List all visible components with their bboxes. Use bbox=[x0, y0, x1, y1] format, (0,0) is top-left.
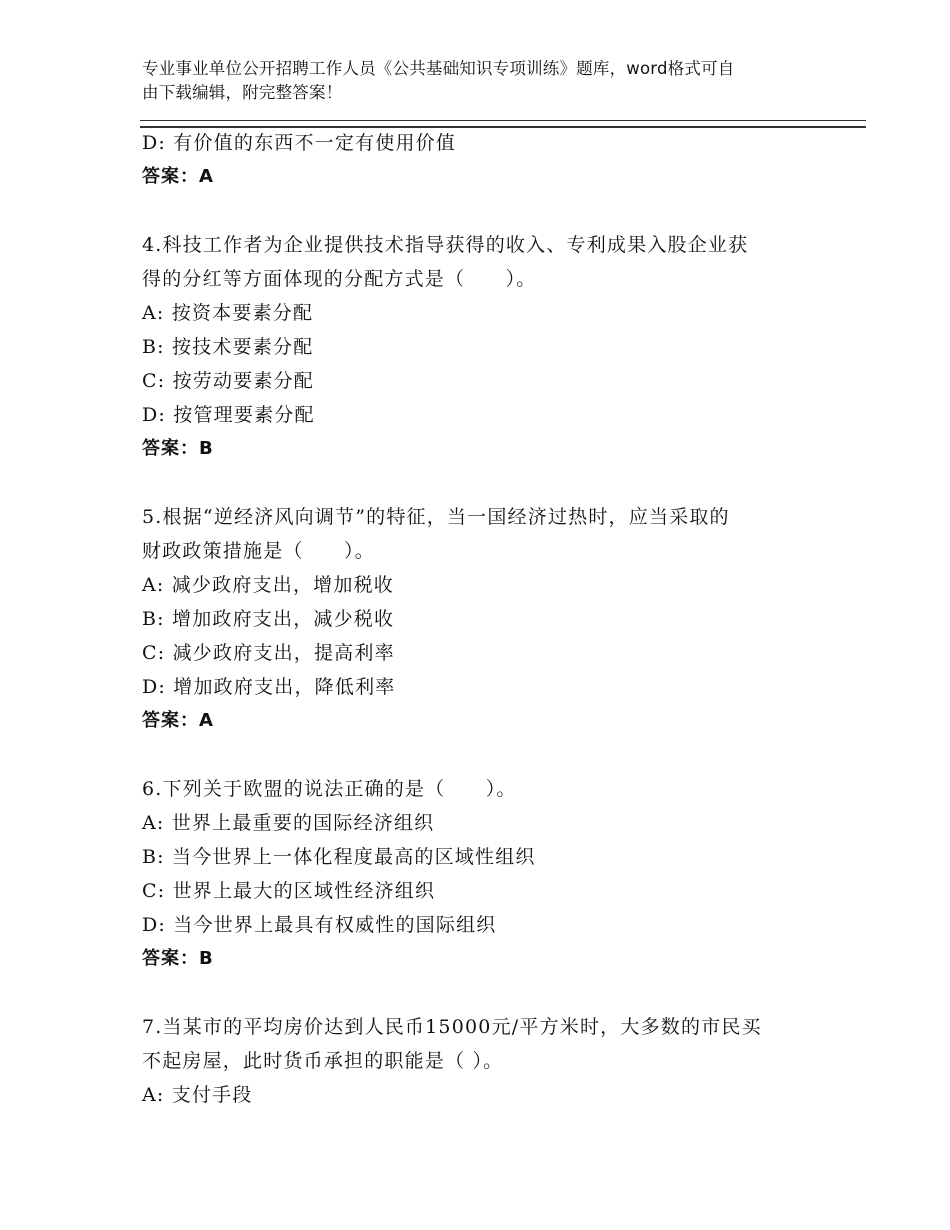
header-line-1: 专业事业单位公开招聘工作人员《公共基础知识专项训练》题库，word格式可自 bbox=[142, 59, 735, 78]
spacer bbox=[142, 976, 832, 1010]
option-a: A: 减少政府支出，增加税收 bbox=[142, 574, 394, 596]
option-a: A: 按资本要素分配 bbox=[142, 302, 314, 324]
question-text-line-2: 财政政策措施是（ ）。 bbox=[142, 540, 375, 562]
option-c: C: 减少政府支出，提高利率 bbox=[142, 642, 395, 664]
option-c: C: 世界上最大的区域性经济组织 bbox=[142, 880, 436, 902]
question-text-line-1: 7.当某市的平均房价达到人民币15000元/平方米时，大多数的市民买 bbox=[142, 1016, 762, 1038]
option-b: B: 当今世界上一体化程度最高的区域性组织 bbox=[142, 846, 536, 868]
option-d: D: 按管理要素分配 bbox=[142, 404, 315, 426]
question-text-line-2: 得的分红等方面体现的分配方式是（ ）。 bbox=[142, 268, 537, 290]
question-text-line-1: 4.科技工作者为企业提供技术指导获得的收入、专利成果入股企业获 bbox=[142, 234, 749, 256]
option-c: C: 按劳动要素分配 bbox=[142, 370, 314, 392]
question-5 bbox=[142, 500, 832, 738]
option-b: B: 按技术要素分配 bbox=[142, 336, 314, 358]
answer: 答案：B bbox=[142, 948, 214, 969]
header-line-2: 由下载编辑，附完整答案！ bbox=[142, 83, 343, 102]
answer: 答案：B bbox=[142, 438, 214, 459]
document-header bbox=[142, 57, 822, 105]
spacer bbox=[142, 466, 832, 500]
question-text-line-2: 不起房屋，此时货币承担的职能是（ ）。 bbox=[142, 1050, 504, 1072]
spacer bbox=[142, 194, 832, 228]
question-6 bbox=[142, 772, 832, 976]
question-3-tail bbox=[142, 126, 832, 194]
question-text-line-1: 6.下列关于欧盟的说法正确的是（ ）。 bbox=[142, 778, 517, 800]
question-text-line-1: 5.根据“逆经济风向调节”的特征，当一国经济过热时，应当采取的 bbox=[142, 506, 730, 528]
option-b: B: 增加政府支出，减少税收 bbox=[142, 608, 395, 630]
answer: 答案：A bbox=[142, 166, 214, 187]
option-d: D: 增加政府支出，降低利率 bbox=[142, 676, 396, 698]
option-d: D: 有价值的东西不一定有使用价值 bbox=[142, 132, 457, 154]
question-list bbox=[142, 126, 832, 1112]
question-7 bbox=[142, 1010, 832, 1112]
question-4 bbox=[142, 228, 832, 466]
answer: 答案：A bbox=[142, 710, 214, 731]
option-a: A: 支付手段 bbox=[142, 1084, 253, 1106]
option-a: A: 世界上最重要的国际经济组织 bbox=[142, 812, 435, 834]
spacer bbox=[142, 738, 832, 772]
option-d: D: 当今世界上最具有权威性的国际组织 bbox=[142, 914, 497, 936]
